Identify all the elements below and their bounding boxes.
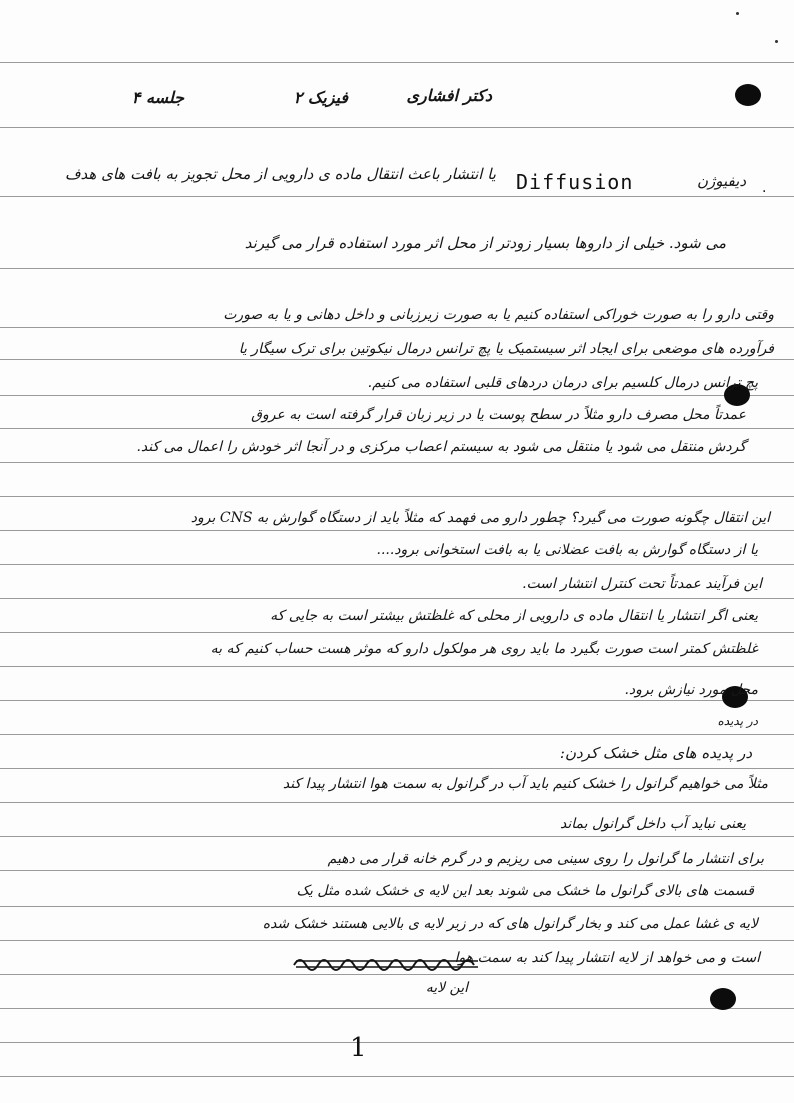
paragraph-4-line-7: این لایه: [425, 980, 468, 996]
ruled-line: [0, 196, 794, 197]
paragraph-4-line-3: برای انتشار ما گرانول را روی سینی می ریزیم و در گرم خانه قرار می دهیم: [327, 851, 764, 867]
paragraph-3-line-6: محل مورد نیازش برود.: [624, 682, 758, 698]
ruled-line: [0, 1008, 794, 1009]
ruled-line: [0, 802, 794, 803]
ruled-line: [0, 327, 794, 328]
ruled-line: [0, 395, 794, 396]
ruled-line: [0, 768, 794, 769]
ruled-line: [0, 940, 794, 941]
paragraph-4-line-5: لایه ی غشا عمل می کند و بخار گرانول های که در زیر لایه ی بالایی هستند خشک شده: [262, 916, 758, 932]
ruled-line: [0, 268, 794, 269]
paragraph-4-line-1: مثلاً می خواهیم گرانول را خشک کنیم باید آب در گرانول به سمت هوا انتشار پیدا کند: [282, 776, 768, 792]
ruled-line: [0, 700, 794, 701]
ruled-line: [0, 127, 794, 128]
paragraph-3-line-1: این انتقال چگونه صورت می گیرد؟ چطور دارو می فهمد که مثلاً باید از دستگاه گوارش به CNS برود: [190, 510, 770, 526]
ruled-line: [0, 62, 794, 63]
paragraph-3-line-2: یا از دستگاه گوارش به بافت عضلانی یا به بافت استخوانی برود....: [376, 542, 758, 558]
paragraph-4-note: در پدیده: [717, 714, 758, 728]
paragraph-2-line-3: پچ ترانس درمال کلسیم برای درمان دردهای قلبی استفاده می کنیم.: [367, 375, 758, 391]
paragraph-1-line-2: می شود. خیلی از داروها بسیار زودتر از محل اثر مورد استفاده قرار می گیرند: [244, 234, 726, 252]
subject-label: فیزیک ۲: [293, 88, 348, 107]
binder-hole: [710, 988, 736, 1010]
paragraph-2-line-5: گردش منتقل می شود یا منتقل می شود به سیستم اعصاب مرکزی و در آنجا اثر خودش را اعمال می کند.: [136, 439, 746, 455]
ruled-line: [0, 496, 794, 497]
bullet-mark: .: [762, 180, 767, 196]
ruled-line: [0, 598, 794, 599]
ruled-line: [0, 428, 794, 429]
paragraph-2-line-2: فرآورده های موضعی برای ایجاد اثر سیستمیک یا پچ ترانس درمال نیکوتین برای ترک سیگار یا: [238, 341, 774, 357]
paragraph-3-line-4: یعنی اگر انتشار یا انتقال ماده ی دارویی از محلی که غلظتش بیشتر است به جایی که: [270, 608, 758, 624]
ruled-line: [0, 974, 794, 975]
crossed-out-scribble: [292, 953, 482, 973]
paragraph-4-line-6: است و می خواهد از لایه انتشار پیدا کند به سمت هوا: [454, 950, 760, 966]
ruled-line: [0, 632, 794, 633]
binder-hole: [735, 84, 761, 106]
term-prefix: دیفیوژن: [697, 172, 746, 190]
paragraph-1-line-1: یا انتشار باعث انتقال ماده ی دارویی از محل تجویز به بافت های هدف: [64, 165, 496, 183]
diffusion-term: Diffusion: [516, 170, 634, 194]
paragraph-2-line-1: وقتی دارو را به صورت خوراکی استفاده کنیم یا به صورت زیرزبانی و داخل دهانی و یا به صورت: [223, 307, 774, 323]
page-number: 1: [350, 1033, 367, 1063]
ruled-line: [0, 906, 794, 907]
paragraph-4-line-2: یعنی نباید آب داخل گرانول بماند: [560, 816, 746, 832]
ruled-line: [0, 734, 794, 735]
ruled-line: [0, 666, 794, 667]
teacher-name: دکتر افشاری: [406, 86, 492, 105]
ruled-line: [0, 1042, 794, 1043]
paragraph-3-line-3: این فرآیند عمدتاً تحت کنترل انتشار است.: [522, 576, 762, 592]
paragraph-4-heading: در پدیده های مثل خشک کردن:: [559, 744, 752, 762]
ruled-line: [0, 564, 794, 565]
paragraph-3-line-5: غلظتش کمتر است صورت بگیرد ما باید روی هر مولکول دارو که موثر هست حساب کنیم که به: [210, 641, 758, 657]
session-label: جلسه ۴: [131, 88, 184, 107]
ruled-line: [0, 836, 794, 837]
ruled-line: [0, 462, 794, 463]
paper-speck: [736, 12, 739, 15]
ruled-line: [0, 870, 794, 871]
paragraph-2-line-4: عمدتاً محل مصرف دارو مثلاً در سطح پوست یا در زیر زبان قرار گرفته است به عروق: [251, 407, 746, 423]
ruled-line: [0, 530, 794, 531]
paper-speck: [775, 40, 778, 43]
ruled-line: [0, 1076, 794, 1077]
paragraph-4-line-4: قسمت های بالای گرانول ما خشک می شوند بعد این لایه ی خشک شده مثل یک: [296, 883, 754, 899]
ruled-line: [0, 359, 794, 360]
